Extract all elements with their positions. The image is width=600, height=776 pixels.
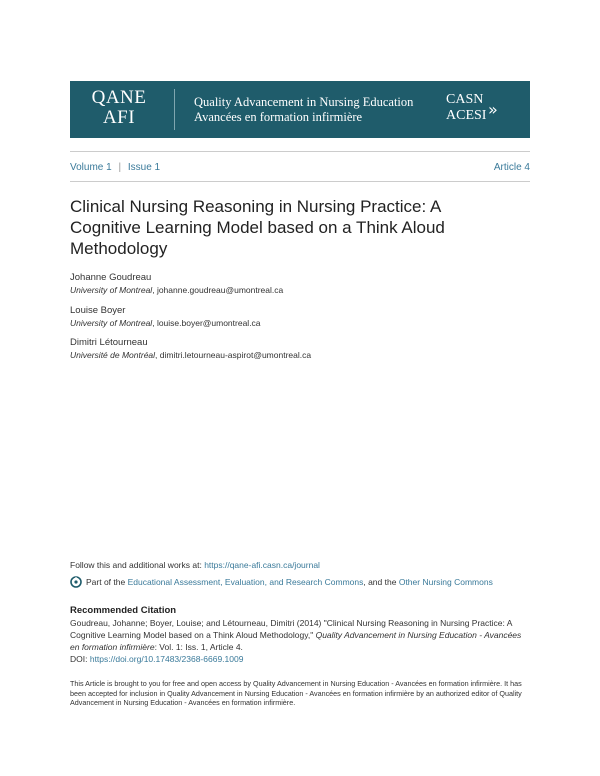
qane-afi-logo <box>84 88 154 128</box>
acesi-label: ACESI <box>446 108 487 123</box>
casn-label: CASN <box>446 92 484 107</box>
citation-volume: : Vol. 1: Iss. 1, Article 4. <box>154 642 243 652</box>
doi-link[interactable]: https://doi.org/10.17483/2368-6669.1009 <box>89 654 244 664</box>
author-2 <box>70 305 261 329</box>
other-nursing-commons-link[interactable]: Other Nursing Commons <box>398 577 493 587</box>
author-3 <box>70 337 311 361</box>
journal-banner[interactable] <box>70 81 530 138</box>
author-institution: University of Montreal <box>70 285 153 295</box>
part-of-prefix: Part of the <box>86 577 126 587</box>
journal-url-link[interactable]: https://qane-afi.casn.ca/journal <box>204 560 320 570</box>
issue-link[interactable]: Issue 1 <box>127 162 161 173</box>
follow-line <box>70 560 320 570</box>
citation-journal: Quality Advancement in Nursing Education - Avancées en formation infirmière <box>70 630 522 652</box>
author-affiliation: University of Montreal, louise.boyer@umontreal.ca <box>70 318 261 328</box>
journal-name-french: Avancées en formation infirmière <box>194 110 363 124</box>
journal-name <box>194 95 413 125</box>
commons-network-icon <box>70 576 82 588</box>
part-of-middle: , and the <box>363 577 397 587</box>
part-of-line <box>70 576 493 588</box>
logo-line-1: QANE <box>91 87 147 108</box>
author-email: louise.boyer@umontreal.ca <box>156 318 261 328</box>
author-institution: University of Montreal <box>70 318 153 328</box>
educational-assessment-commons-link[interactable]: Educational Assessment, Evaluation, and Research Commons <box>127 577 364 587</box>
logo-line-2: AFI <box>102 107 136 128</box>
author-name: Johanne Goudreau <box>70 272 152 283</box>
volume-issue <box>70 162 160 173</box>
casn-acesi-logo <box>446 92 486 124</box>
author-email: johanne.goudreau@umontreal.ca <box>156 285 284 295</box>
volume-link[interactable]: Volume 1 <box>70 162 112 173</box>
author-name: Louise Boyer <box>70 305 126 316</box>
citation-text: Goudreau, Johanne; Boyer, Louise; and Létourneau, Dimitri (2014) "Clinical Nursing Reasoning in Nursing Practice: A Cognitive Learning Model based on a Think Aloud Methodology," <box>70 618 512 640</box>
author-affiliation: Université de Montréal, dimitri.letourneau-aspirot@umontreal.ca <box>70 350 312 360</box>
recommended-citation-body <box>70 617 530 665</box>
author-email: dimitri.letourneau-aspirot@umontreal.ca <box>159 350 312 360</box>
follow-text: Follow this and additional works at: <box>70 560 205 570</box>
chevron-right-icon: » <box>488 100 498 119</box>
journal-name-english: Quality Advancement in Nursing Education <box>194 95 414 109</box>
separator: | <box>118 162 122 173</box>
doi-label: DOI: <box>70 654 90 664</box>
meta-divider <box>70 181 530 182</box>
article-title: Clinical Nursing Reasoning in Nursing Practice: A Cognitive Learning Model based on a Think Aloud Methodology <box>70 197 445 258</box>
open-access-notice: This Article is brought to you for free and open access by Quality Advancement in Nursing Education - Avancées en formation infirmière. It has been accepted for inclusion in Quality Advancement in Nursing Education - Avancées en formation infirmière by an authorized editor of Quality Advancement in Nursing Education - Avancées en formation infirmière. <box>70 679 522 707</box>
banner-divider <box>174 89 175 130</box>
recommended-citation-heading: Recommended Citation <box>70 605 177 616</box>
author-name: Dimitri Létourneau <box>70 337 148 348</box>
author-affiliation: University of Montreal, johanne.goudreau@umontreal.ca <box>70 285 284 295</box>
author-institution: Université de Montréal <box>70 350 156 360</box>
top-divider <box>70 151 530 152</box>
author-1 <box>70 272 283 296</box>
article-number[interactable]: Article 4 <box>493 162 530 173</box>
